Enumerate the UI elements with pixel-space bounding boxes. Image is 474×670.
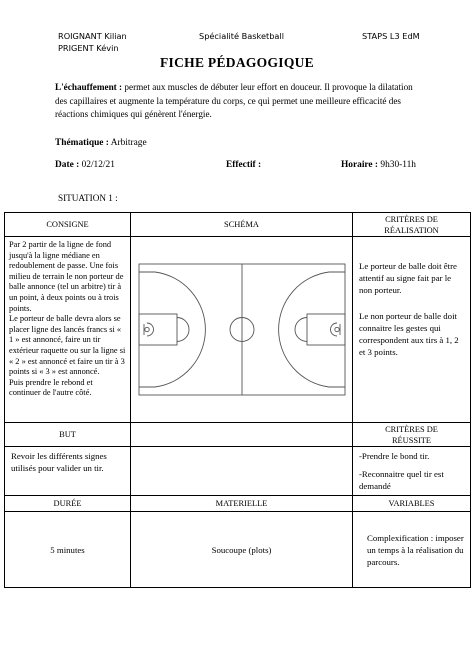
date-label: Date : (55, 160, 80, 170)
schema-cell (131, 237, 353, 423)
thematique-line (55, 138, 147, 148)
criteres-reussite-cell (353, 447, 471, 496)
basketball-court-diagram (137, 262, 347, 397)
consigne-cell (5, 237, 131, 423)
horaire-label: Horaire : (341, 160, 379, 170)
table-header-row (5, 423, 471, 447)
blank-header-cell (131, 423, 353, 447)
schema-header: SCHÉMA (131, 213, 353, 237)
page-title: FICHE PÉDAGOGIQUE (160, 55, 314, 70)
duree-header: DURÉE (5, 496, 131, 512)
criteres-realisation-cell (353, 237, 471, 423)
header-specialty: Spécialité Basketball (199, 31, 284, 41)
materielle-header: MATERIELLE (131, 496, 353, 512)
criteres-reussite-header-line1: CRITÈRES DE (385, 424, 438, 434)
critere-reussite-2: -Reconnaitre quel tir est demandé (359, 469, 444, 491)
table-row (5, 512, 471, 588)
consigne-paragraph-2: Le porteur de balle devra alors se placer ligne des lancés francs si « 1 » est annoncé, faire un tir extérieur raquette ou sur la ligne si « 2 » est annoncé et faire un tir à 3 points si « 3 » est annoncé. (9, 314, 126, 377)
blank-cell (131, 447, 353, 496)
left-restricted-arc (147, 323, 154, 336)
criteres-realisation-header-line1: CRITÈRES DE (385, 214, 438, 224)
table-header-row (5, 496, 471, 512)
thematique-value: Arbitrage (108, 138, 147, 148)
author-2: PRIGENT Kévin (58, 43, 119, 53)
duree-cell: 5 minutes (5, 512, 131, 588)
criteres-reussite-header (353, 423, 471, 447)
criteres-realisation-header (353, 213, 471, 237)
horaire-line (341, 160, 416, 170)
consigne-paragraph-1: Par 2 partir de la ligne de fond jusqu'à la ligne médiane en redoublement de passe. Une fois milieu de terrain le non porteur de balle annonce (tel un arbitre) tir à un point, à deux points ou à trois points. (9, 240, 124, 313)
left-hoop (144, 327, 148, 331)
situation-title: SITUATION 1 : (58, 193, 118, 203)
variables-header: VARIABLES (353, 496, 471, 512)
situation-table (4, 212, 471, 588)
author-1: ROIGNANT Kilian (58, 31, 127, 41)
right-free-throw-circle (295, 318, 307, 342)
right-restricted-arc (330, 323, 337, 336)
header-course: STAPS L3 EdM (362, 31, 420, 41)
table-row (5, 237, 471, 423)
critere-realisation-2: Le non porteur de balle doit connaitre les gestes qui correspondent aux tirs à 1, 2 et 3 points. (359, 311, 459, 357)
consigne-paragraph-3: Puis prendre le rebond et continuer de l'autre côté. (9, 377, 93, 398)
but-cell: Revoir les différents signes utilisés pour valider un tir. (5, 447, 131, 496)
variables-cell: Complexification : imposer un temps à la réalisation du parcours. (353, 512, 471, 588)
horaire-value: 9h30-11h (378, 160, 416, 170)
header-authors (58, 30, 127, 54)
but-header: BUT (5, 423, 131, 447)
intro-label: L'échauffement : (55, 82, 123, 92)
critere-realisation-1: Le porteur de balle doit être attentif au signe fait par le non porteur. (359, 261, 457, 295)
effectif-label: Effectif : (226, 160, 262, 170)
consigne-header: CONSIGNE (5, 213, 131, 237)
date-value: 02/12/21 (79, 160, 115, 170)
intro-paragraph (55, 81, 425, 122)
left-free-throw-circle (177, 318, 189, 342)
right-hoop (334, 327, 338, 331)
date-line (55, 160, 115, 170)
effectif-line (226, 160, 261, 170)
intro-text: permet aux muscles de débuter leur effort en douceur. Il provoque la dilatation des capillaires et augmente la température du corps, ce qui permet une meilleure efficacité des réactions chimiques qui génèrent l'énergie. (55, 82, 413, 120)
criteres-realisation-header-line2: RÉALISATION (384, 225, 439, 235)
table-header-row (5, 213, 471, 237)
materielle-cell: Soucoupe (plots) (131, 512, 353, 588)
thematique-label: Thématique : (55, 138, 109, 148)
criteres-reussite-header-line2: RÉUSSITE (391, 435, 432, 445)
table-row (5, 447, 471, 496)
critere-reussite-1: -Prendre le bond tir. (359, 451, 430, 461)
